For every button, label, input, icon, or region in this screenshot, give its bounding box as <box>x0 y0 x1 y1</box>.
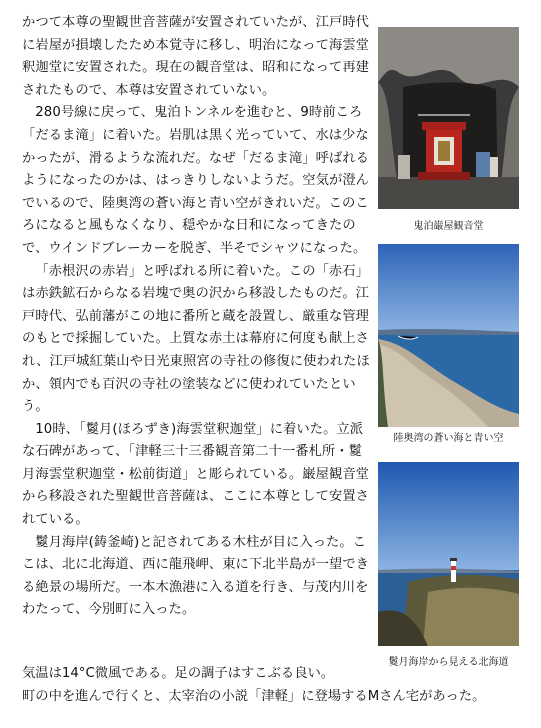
mutsu-bay-image <box>378 244 519 427</box>
cape-hokkaido-image <box>378 462 519 646</box>
cave-shrine-image <box>378 27 519 209</box>
paragraph-3: 「赤根沢の赤岩」と呼ばれる所に着いた。この「赤石」は赤鉄鉱石からなる岩塊で奥の沢から移設したものだ。江戸時代、弘前藩がこの地に番所と蔵を設置し、厳重な管理のもとで採掘していた。上質な赤土は幕府に何度も献上され、江戸城紅葉山や日光東照宮の寺社の修復に使われたほか、領内でも百沢の寺社の塗装などに使われていたという。 <box>22 263 370 415</box>
caption-photo-2: 陸奥湾の蒼い海と青い空 <box>393 433 504 444</box>
paragraph-2: 280号線に戻って、鬼泊トンネルを進むと、9時前ころ「だるま滝」に着いた。岩肌は黒く光っていて、水は少なかったが、滑るような流れだ。なぜ「だるま滝」呼ばれるようになったのかは、はっきりしないようだ。空気が澄んでいるので、陸奥湾の蒼い海と青い空がきれいだ。このころになると風もなくなり、穏やかな日和になってきたので、ウインドブレーカーを脱ぎ、半そでシャツになった。 <box>22 105 370 256</box>
caption-photo-3: 鬉月海岸から見える北海道 <box>388 657 509 668</box>
caption-photo-1: 鬼泊巌屋観音堂 <box>413 221 484 232</box>
photo-cave-shrine <box>378 27 519 209</box>
closing-line-2: 町の中を進んで行くと、太宰治の小説「津軽」に登場するMさん宅があった。 <box>22 689 486 704</box>
paragraph-5: 鬉月海岸(鋳釜崎)と記されてある木柱が目に入った。ここは、北に北海道、西に龍飛岬、東に下北半島が一望できる絶景の場所だ。一本木漁港に入る道を行き、与茂内川をわたって、今別町に入った。 <box>22 534 370 618</box>
article-body <box>22 12 375 622</box>
paragraph-1: かつて本尊の聖観世音菩薩が安置されていたが、江戸時代に岩屋が損壊したため本覚寺に移し、明治になって海雲堂釈迦堂に安置された。現在の観音堂は、昭和になって再建されたもので、本尊は安置されていない。 <box>22 15 370 98</box>
closing-line-1: 気温は14°C微風である。足の調子はすこぶる良い。 <box>22 666 335 681</box>
photo-cape-hokkaido <box>378 462 519 646</box>
photo-mutsu-bay <box>378 244 519 427</box>
paragraph-4: 10時、「鬉月(ほろずき)海雲堂釈迦堂」に着いた。立派な石碑があって、「津軽三十三番観音第二十一番札所・鬉月海雲堂釈迦堂・松前街道」と彫られている。巌屋観音堂から移設された聖観世音菩薩は、ここに本尊として安置されている。 <box>22 421 370 528</box>
